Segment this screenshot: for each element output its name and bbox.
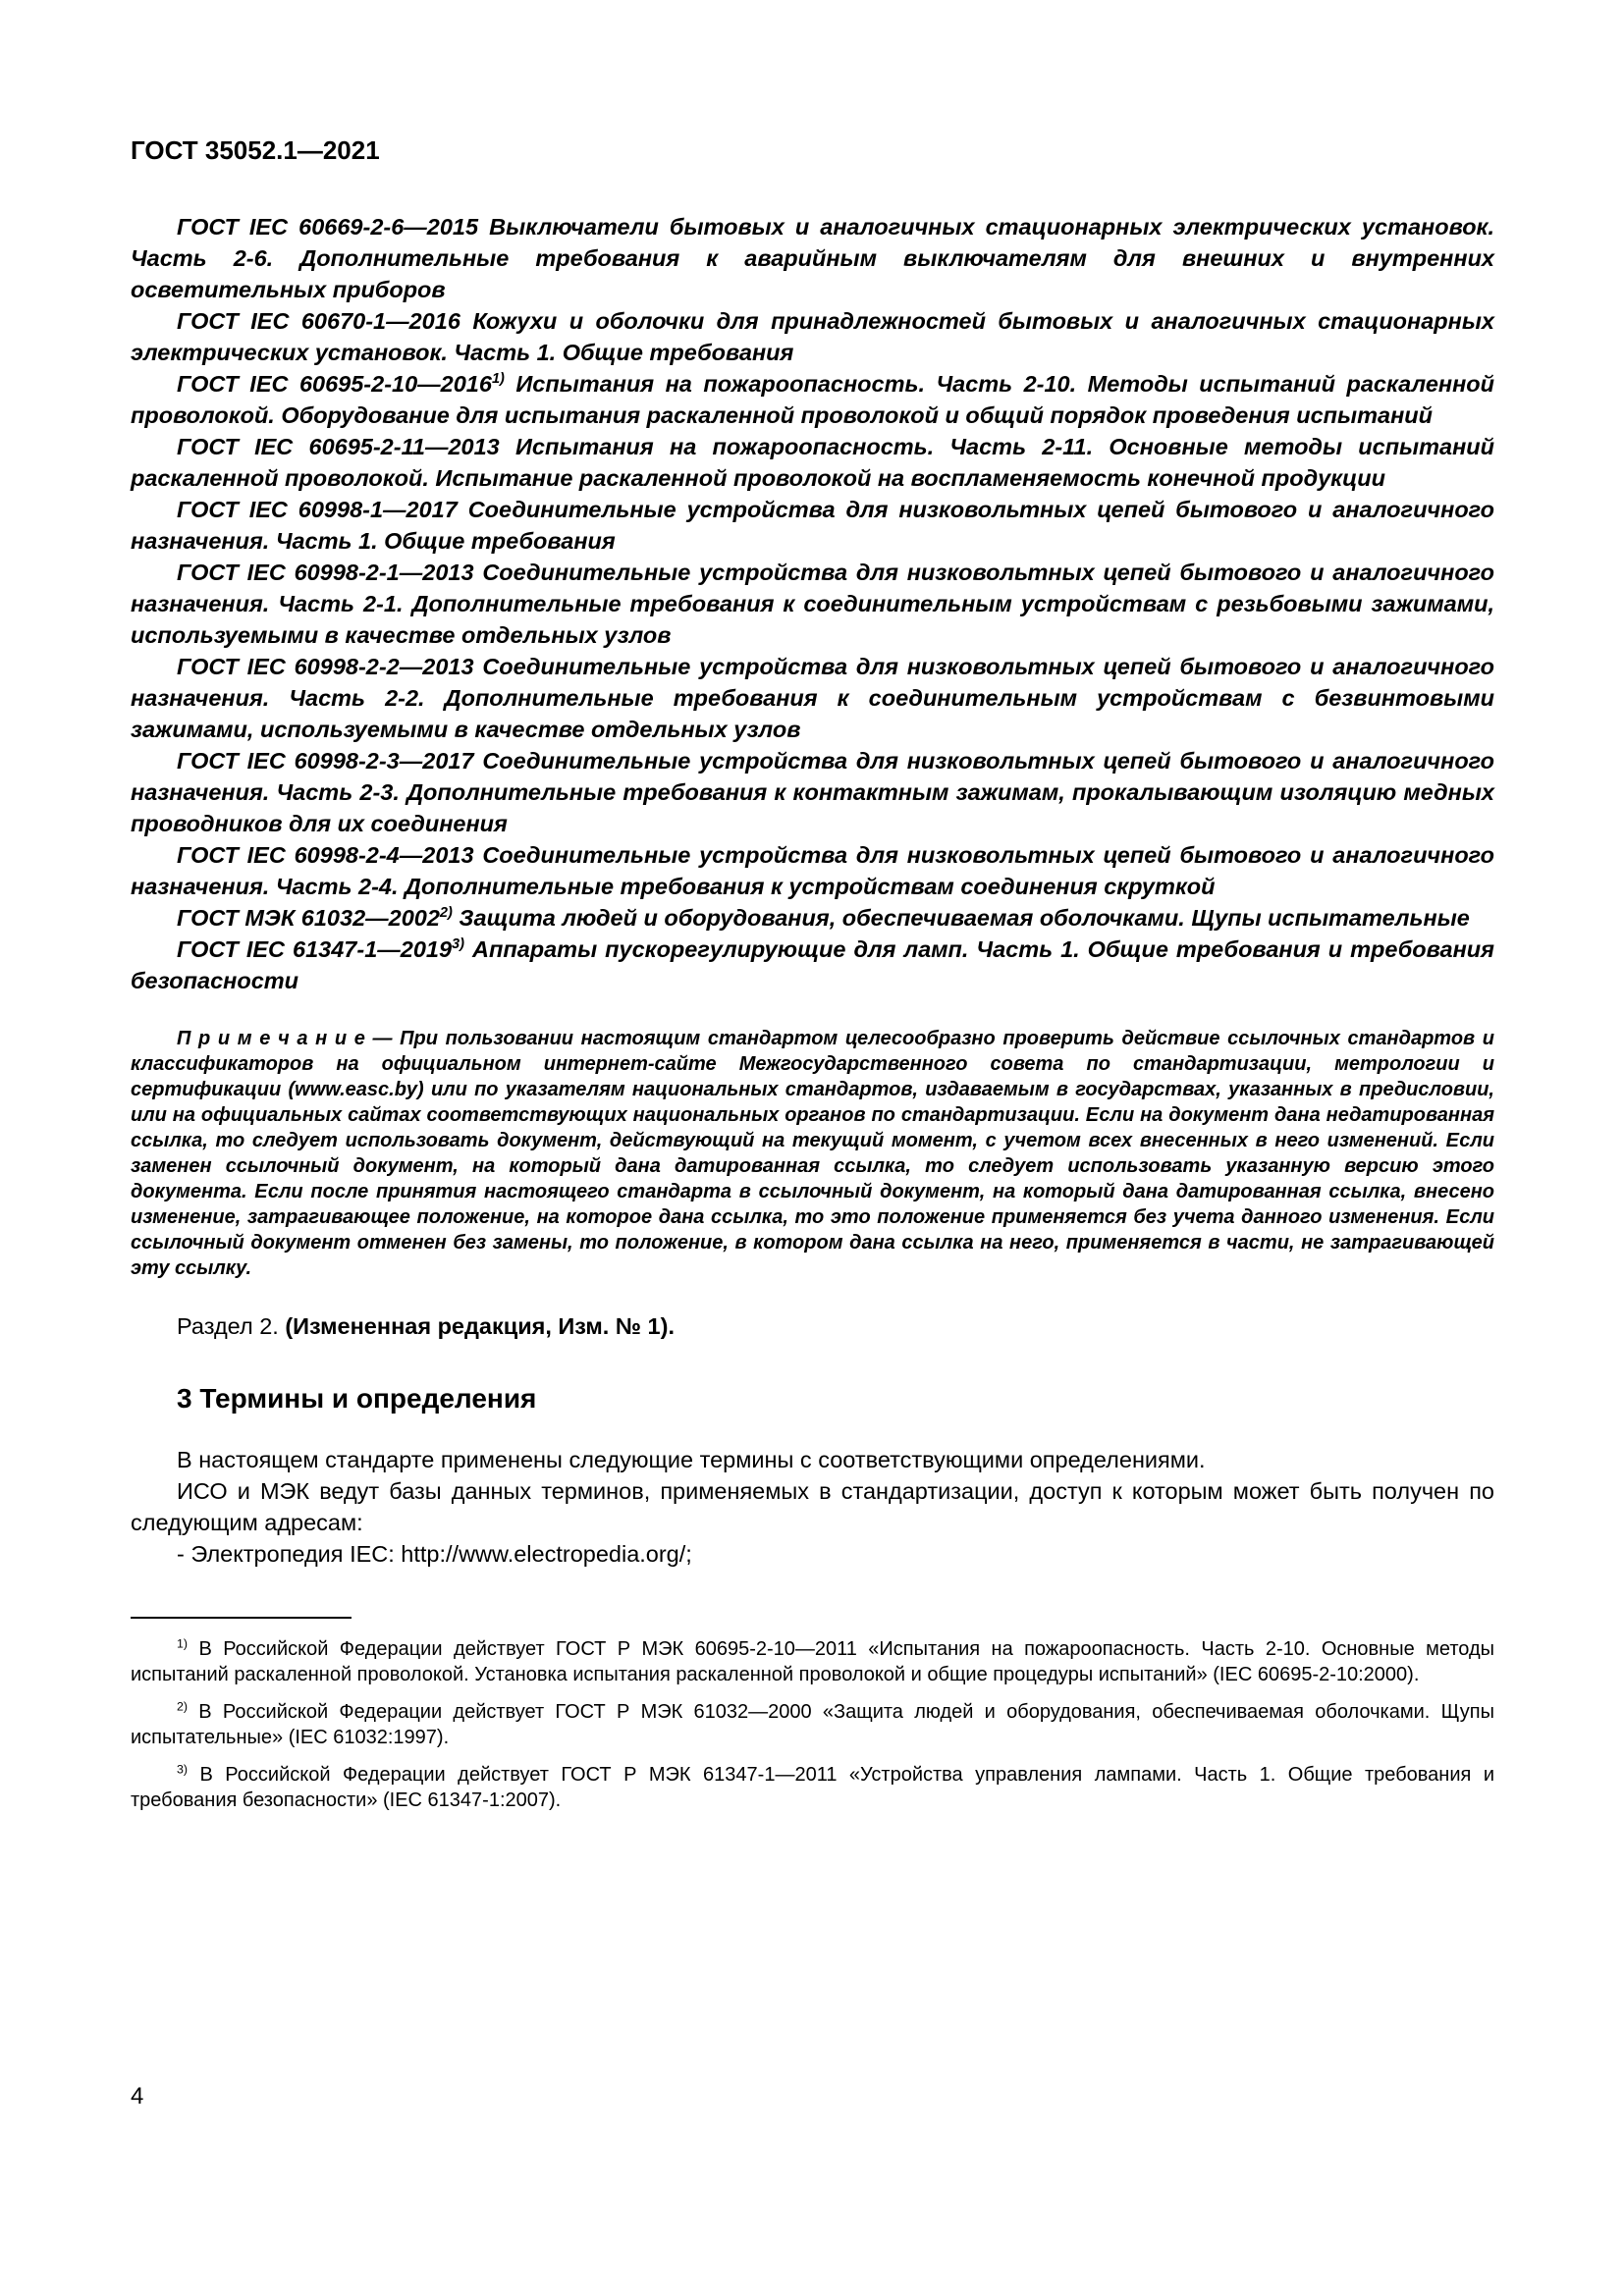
- footnote-marker-2: 2): [439, 905, 453, 922]
- footnote-number-1: 1): [177, 1636, 189, 1651]
- list-item-electropedia: - Электропедия IEC: http://www.electropedia.org/;: [177, 1541, 692, 1567]
- footnotes-block: [131, 1636, 1494, 1813]
- note-paragraph: П р и м е ч а н и е — При пользовании настоящим стандартом целесообразно проверить действие ссылочных стандартов и классификаторов на официальном интернет-сайте Межгосударственного совета по стандартизации, метрологии и сертификации (www.easc.by) или по указателям национальных стандартов, издаваемым в государствах, указанных в предисловии, или на официальных сайтах соответствующих национальных органов по стандартизации. Если на документ дана недатированная ссылка, то следует использовать документ, действующий на текущий момент, с учетом всех внесенных в него изменений. Если заменен ссылочный документ, на который дана датированная ссылка, то следует использовать указанную версию этого документа. Если после принятия настоящего стандарта в ссылочный документ, на который дана датированная ссылка, внесено изменение, затрагивающее положение, на которое дана ссылка, то это положение применяется без учета данного изменения. Если ссылочный документ отменен без замены, то положение, в котором дана ссылка на него, применяется в части, не затрагивающей эту ссылку.: [131, 1028, 1494, 1279]
- reference-item-4: [131, 431, 1494, 494]
- reference-text: ГОСТ IEC 60695-2-11—2013 Испытания на пожароопасность. Часть 2-11. Основные методы испытаний раскаленной проволокой. Испытание раскаленной проволокой на воспламеняемость конечной продукции: [131, 434, 1494, 491]
- footnote-2: [131, 1699, 1494, 1750]
- reference-text: Защита людей и оборудования, обеспечиваемая оболочками. Щупы испытательные: [452, 905, 1470, 931]
- reference-text: Аппараты пускорегулирующие для ламп. Часть 1. Общие требования и требования безопасности: [131, 936, 1495, 993]
- reference-text: ГОСТ IEC 60998-2-1—2013 Соединительные устройства для низковольтных цепей бытового и аналогичного назначения. Часть 2-1. Дополнительные требования к соединительным устройствам с резьбовыми зажимами, используемыми в качестве отдельных узлов: [131, 560, 1494, 648]
- footnote-1: [131, 1636, 1494, 1687]
- reference-text: ГОСТ МЭК 61032—2002: [177, 905, 440, 931]
- footnote-number-3: 3): [177, 1762, 189, 1777]
- reference-item-11: [131, 934, 1494, 996]
- reference-text: ГОСТ IEC 60695-2-10—2016: [177, 371, 492, 397]
- reference-text: ГОСТ IEC 60998-2-3—2017 Соединительные устройства для низковольтных цепей бытового и аналогичного назначения. Часть 2-3. Дополнительные требования к контактным зажимам, прокалывающим изоляцию медных проводников для их соединения: [131, 748, 1494, 836]
- reference-text: ГОСТ IEC 60998-1—2017 Соединительные устройства для низковольтных цепей бытового и аналогичного назначения. Часть 1. Общие требования: [131, 497, 1494, 554]
- reference-item-5: [131, 494, 1494, 557]
- footnote-text: В Российской Федерации действует ГОСТ Р МЭК 61032—2000 «Защита людей и оборудования, обеспечиваемая оболочками. Щупы испытательные» (IEC 61032:1997).: [131, 1701, 1494, 1748]
- body-paragraph-2: ИСО и МЭК ведут базы данных терминов, применяемых в стандартизации, доступ к которым может быть получен по следующим адресам:: [131, 1478, 1494, 1535]
- body-paragraph-1: В настоящем стандарте применены следующие термины с соответствующими определениями.: [177, 1447, 1206, 1472]
- page-number: 4: [131, 2083, 144, 2109]
- reference-text: ГОСТ IEC 60669-2-6—2015 Выключатели бытовых и аналогичных стационарных электрических установок. Часть 2-6. Дополнительные требования к аварийным выключателям для внешних и внутренних осветительных приборов: [131, 214, 1494, 302]
- footnote-number-2: 2): [177, 1699, 189, 1714]
- footnote-marker-3: 3): [452, 936, 464, 953]
- reference-text: ГОСТ IEC 60998-2-2—2013 Соединительные устройства для низковольтных цепей бытового и аналогичного назначения. Часть 2-2. Дополнительные требования к соединительным устройствам с безвинтовыми зажимами, используемыми в качестве отдельных узлов: [131, 654, 1494, 742]
- footnote-text: В Российской Федерации действует ГОСТ Р МЭК 60695-2-10—2011 «Испытания на пожароопасность. Часть 2-10. Основные методы испытаний раскаленной проволокой. Установка испытания раскаленной проволокой и общие процедуры испытаний» (IEC 60695-2-10:2000).: [131, 1638, 1494, 1685]
- reference-text: Испытания на пожароопасность. Часть 2-10. Методы испытаний раскаленной проволокой. Оборудование для испытания раскаленной проволокой и общий порядок проведения испытаний: [131, 371, 1494, 428]
- reference-text: ГОСТ IEC 61347-1—2019: [177, 936, 453, 962]
- reference-text: ГОСТ IEC 60670-1—2016 Кожухи и оболочки для принадлежностей бытовых и аналогичных стационарных электрических установок. Часть 1. Общие требования: [131, 308, 1494, 365]
- reference-item-1: [131, 211, 1494, 305]
- reference-item-7: [131, 651, 1494, 745]
- reference-item-10: [131, 902, 1494, 934]
- amendment-prefix: Раздел 2.: [177, 1313, 286, 1339]
- reference-item-2: [131, 305, 1494, 368]
- page-header: [131, 135, 1494, 166]
- reference-text: ГОСТ IEC 60998-2-4—2013 Соединительные устройства для низковольтных цепей бытового и аналогичного назначения. Часть 2-4. Дополнительные требования к устройствам соединения скруткой: [131, 842, 1494, 899]
- amendment-bold-text: (Измененная редакция, Изм. № 1).: [285, 1313, 675, 1339]
- footnote-marker-1: 1): [491, 371, 505, 388]
- amendment-line: [131, 1310, 1494, 1342]
- footnote-3: [131, 1762, 1494, 1813]
- section-heading: 3 Термины и определения: [177, 1383, 537, 1414]
- reference-item-3: [131, 368, 1494, 431]
- reference-item-9: [131, 839, 1494, 902]
- footnote-separator: [131, 1617, 352, 1619]
- standard-designation: ГОСТ 35052.1—2021: [131, 135, 380, 165]
- reference-item-8: [131, 745, 1494, 839]
- normative-references-list: [131, 211, 1494, 996]
- footnote-text: В Российской Федерации действует ГОСТ Р МЭК 61347-1—2011 «Устройства управления лампами. Часть 1. Общие требования и требования безопасности» (IEC 61347-1:2007).: [131, 1764, 1494, 1811]
- reference-item-6: [131, 557, 1494, 651]
